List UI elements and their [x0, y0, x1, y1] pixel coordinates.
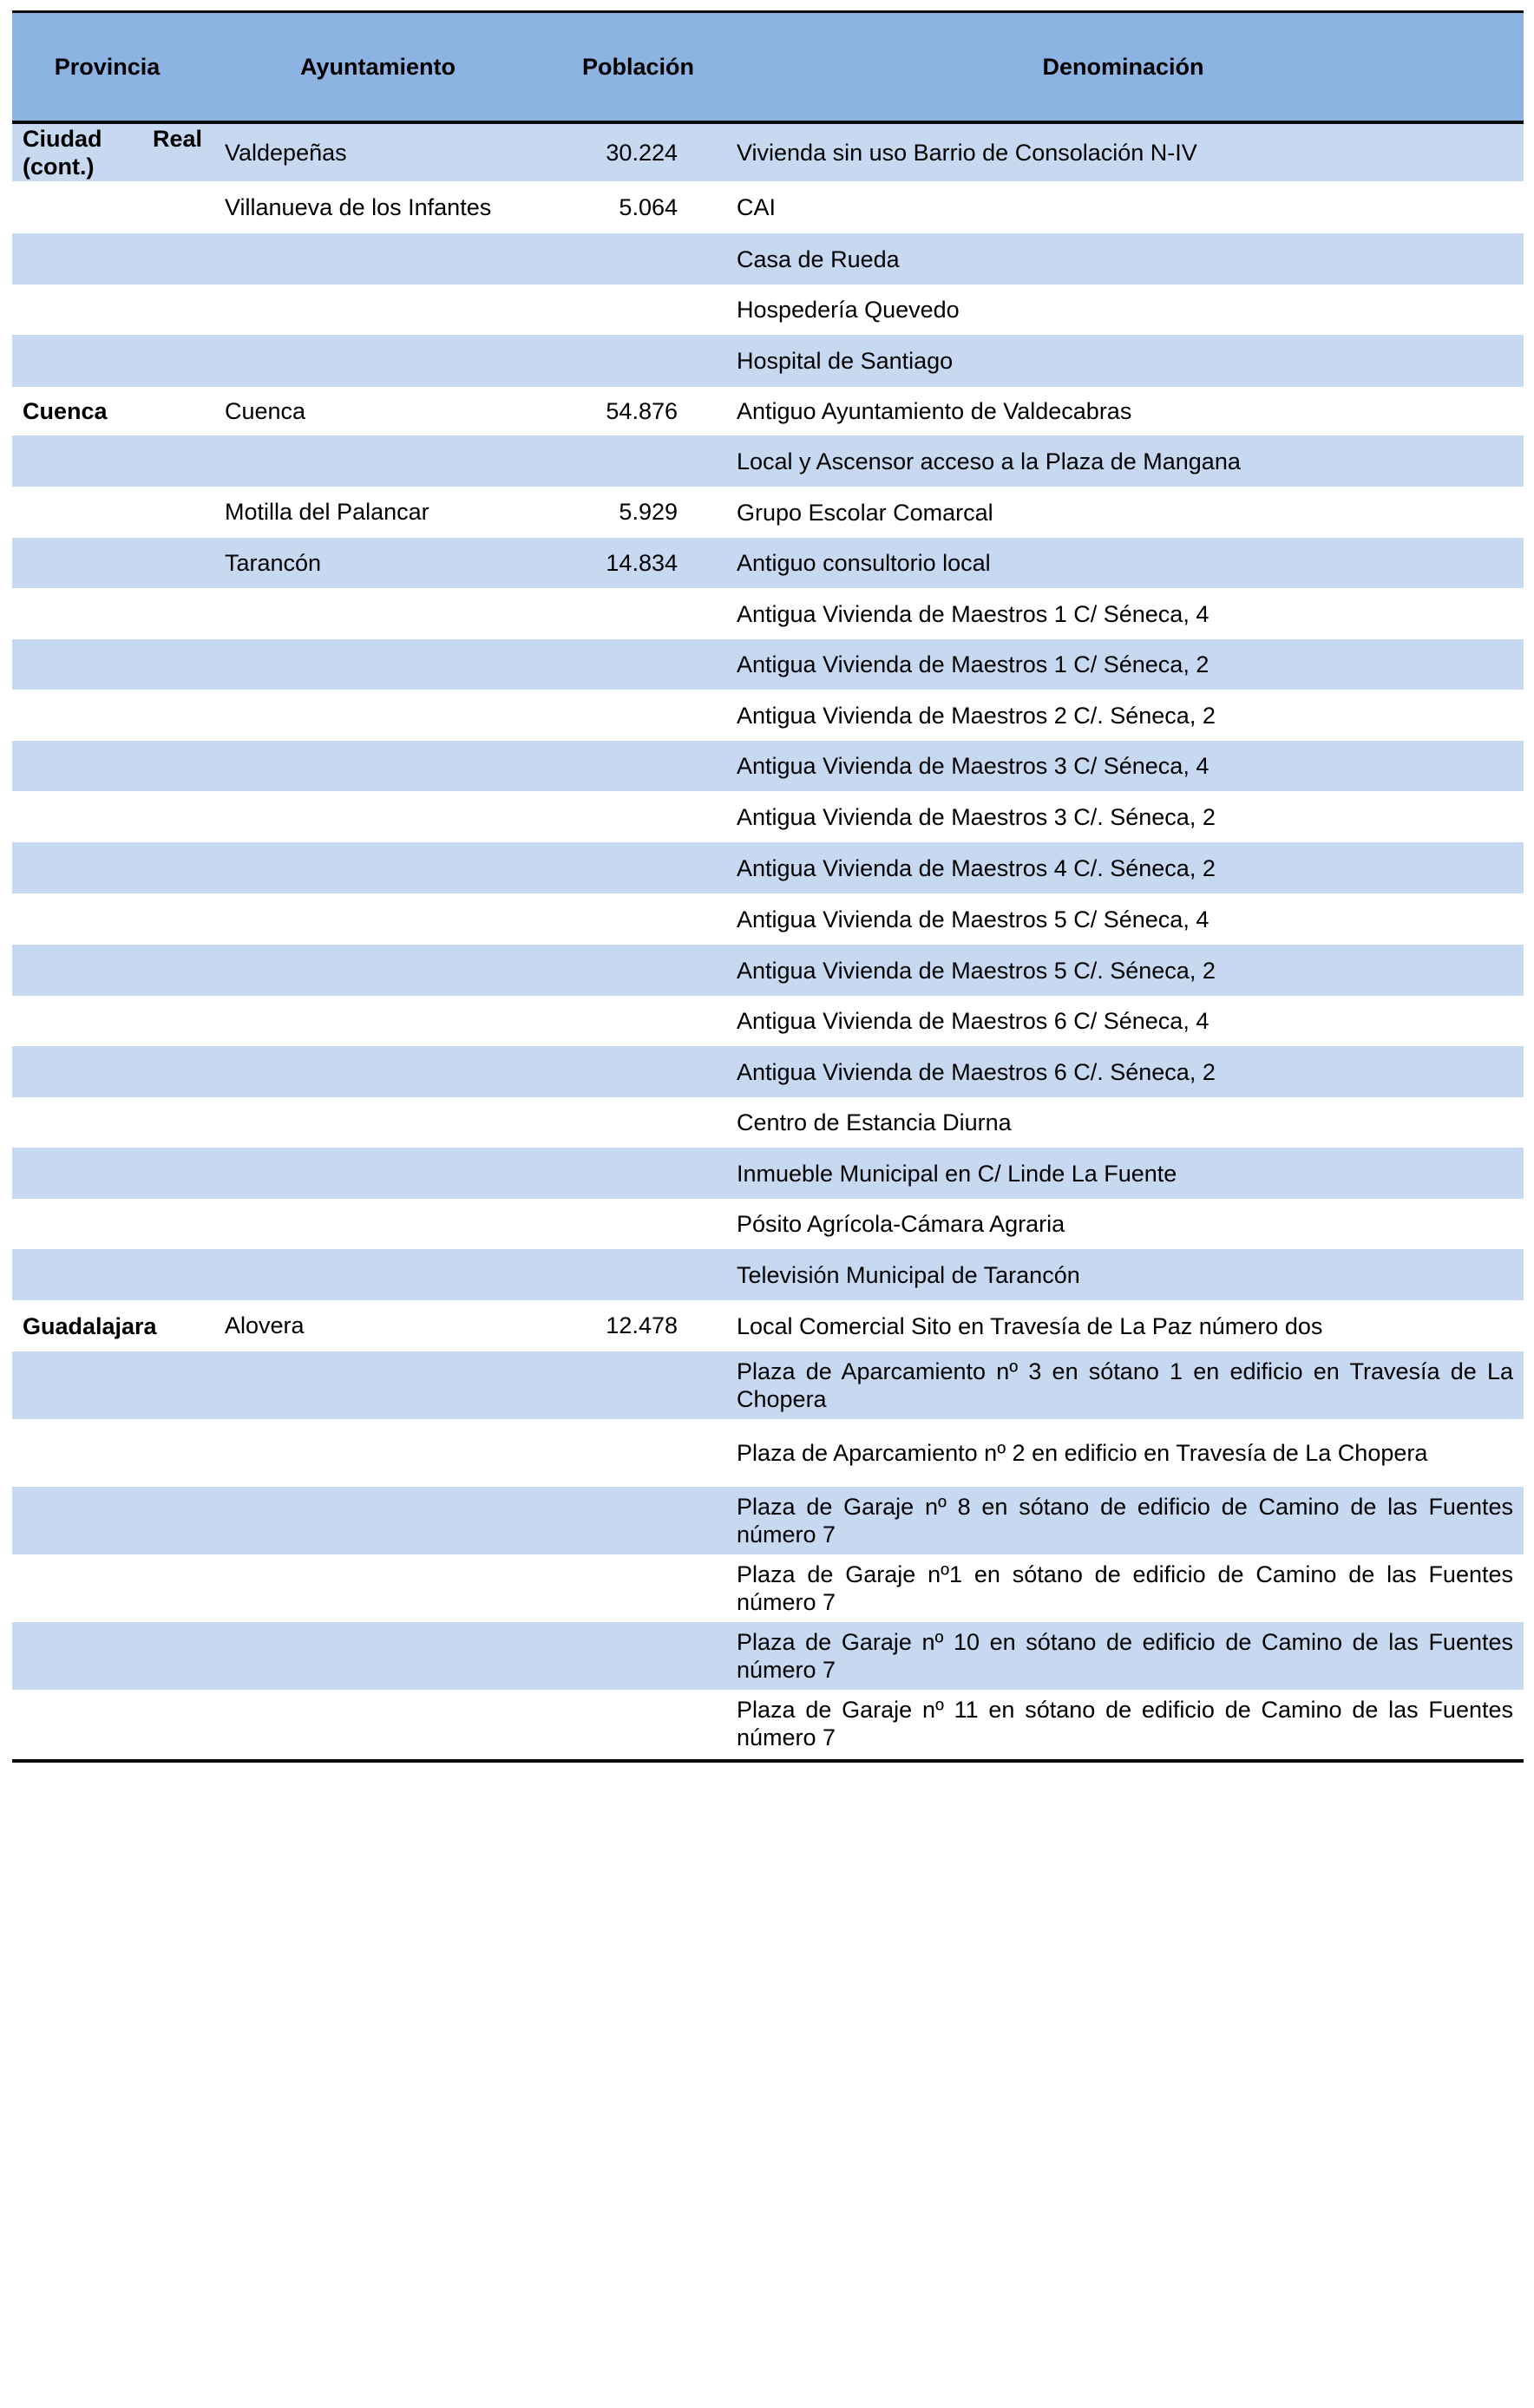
cell-poblacion-text: 54.876	[606, 397, 678, 424]
cell-provincia-text: Ciudad Real (cont.)	[23, 126, 202, 180]
cell-denominacion-text: Antigua Vivienda de Maestros 1 C/ Séneca, 4	[737, 600, 1210, 627]
cell-poblacion	[554, 1419, 723, 1487]
cell-denominacion-text: Centro de Estancia Diurna	[737, 1109, 1012, 1135]
cell-denominacion-text: Plaza de Garaje nº 11 en sótano de edificio de Camino de las Fuentes número 7	[737, 1697, 1513, 1750]
cell-denominacion	[723, 1300, 1524, 1351]
cell-ayuntamiento	[202, 1554, 554, 1622]
table-row	[12, 741, 1524, 791]
cell-provincia	[12, 690, 202, 741]
cell-ayuntamiento	[202, 285, 554, 335]
cell-denominacion	[723, 1199, 1524, 1249]
cell-denominacion	[723, 233, 1524, 285]
cell-denominacion	[723, 1690, 1524, 1757]
table-row	[12, 893, 1524, 945]
table-row	[12, 1046, 1524, 1097]
cell-ayuntamiento	[202, 538, 554, 588]
cell-provincia	[12, 945, 202, 996]
cell-denominacion-text: Televisión Municipal de Tarancón	[737, 1261, 1080, 1288]
table-row	[12, 1097, 1524, 1148]
cell-poblacion	[554, 1046, 723, 1097]
table-bottom-rule	[12, 1759, 1524, 1763]
cell-poblacion	[554, 538, 723, 588]
cell-ayuntamiento	[202, 1097, 554, 1148]
cell-denominacion	[723, 996, 1524, 1046]
cell-poblacion	[554, 181, 723, 233]
cell-ayuntamiento	[202, 639, 554, 690]
cell-poblacion	[554, 893, 723, 945]
cell-ayuntamiento-text: Motilla del Palancar	[225, 499, 429, 525]
cell-poblacion	[554, 1554, 723, 1622]
table-row	[12, 1487, 1524, 1554]
cell-poblacion	[554, 1199, 723, 1249]
cell-denominacion	[723, 741, 1524, 791]
table-row	[12, 1249, 1524, 1300]
header-denominacion: Denominación	[1042, 54, 1204, 80]
table-body	[12, 124, 1524, 1757]
cell-denominacion	[723, 1622, 1524, 1690]
cell-denominacion	[723, 1148, 1524, 1199]
cell-denominacion	[723, 791, 1524, 842]
cell-denominacion	[723, 1097, 1524, 1148]
cell-poblacion	[554, 1487, 723, 1554]
cell-denominacion	[723, 1046, 1524, 1097]
cell-ayuntamiento	[202, 335, 554, 387]
cell-provincia	[12, 1419, 202, 1487]
cell-poblacion	[554, 335, 723, 387]
table-row	[12, 233, 1524, 285]
table-row	[12, 1690, 1524, 1757]
cell-ayuntamiento	[202, 741, 554, 791]
cell-provincia	[12, 996, 202, 1046]
cell-provincia	[12, 538, 202, 588]
cell-denominacion-text: Hospedería Quevedo	[737, 297, 960, 323]
cell-provincia-text: Cuenca	[23, 398, 108, 424]
cell-provincia	[12, 1351, 202, 1419]
header-ayuntamiento: Ayuntamiento	[299, 54, 456, 80]
cell-provincia	[12, 1249, 202, 1300]
table-row	[12, 1419, 1524, 1487]
cell-ayuntamiento	[202, 1419, 554, 1487]
cell-denominacion-text: Antigua Vivienda de Maestros 1 C/ Séneca, 2	[737, 651, 1210, 677]
cell-poblacion	[554, 124, 723, 181]
cell-poblacion	[554, 996, 723, 1046]
table-row	[12, 124, 1524, 181]
cell-denominacion	[723, 285, 1524, 335]
table-row	[12, 1148, 1524, 1199]
cell-ayuntamiento	[202, 487, 554, 538]
cell-provincia	[12, 791, 202, 842]
cell-denominacion	[723, 387, 1524, 435]
cell-provincia	[12, 1300, 202, 1351]
cell-ayuntamiento-text: Villanueva de los Infantes	[225, 193, 492, 220]
cell-provincia	[12, 181, 202, 233]
cell-provincia	[12, 285, 202, 335]
cell-poblacion	[554, 387, 723, 435]
cell-provincia	[12, 741, 202, 791]
cell-provincia	[12, 435, 202, 487]
cell-poblacion	[554, 945, 723, 996]
cell-poblacion	[554, 588, 723, 639]
cell-provincia	[12, 1554, 202, 1622]
table-row	[12, 1199, 1524, 1249]
cell-provincia	[12, 588, 202, 639]
cell-ayuntamiento	[202, 181, 554, 233]
cell-denominacion	[723, 487, 1524, 538]
cell-provincia	[12, 639, 202, 690]
cell-ayuntamiento-text: Tarancón	[225, 549, 322, 576]
cell-ayuntamiento	[202, 1487, 554, 1554]
cell-ayuntamiento	[202, 124, 554, 181]
cell-provincia	[12, 487, 202, 538]
cell-denominacion-text: Pósito Agrícola-Cámara Agraria	[737, 1211, 1065, 1237]
cell-poblacion-text: 12.478	[606, 1312, 678, 1338]
cell-provincia	[12, 1487, 202, 1554]
table-row	[12, 487, 1524, 538]
cell-ayuntamiento	[202, 1249, 554, 1300]
cell-denominacion-text: Antigua Vivienda de Maestros 6 C/ Séneca, 4	[737, 1008, 1210, 1034]
cell-denominacion	[723, 1487, 1524, 1554]
cell-poblacion	[554, 842, 723, 893]
cell-poblacion-text: 14.834	[606, 549, 678, 576]
cell-poblacion	[554, 233, 723, 285]
cell-denominacion	[723, 690, 1524, 741]
table-header	[12, 10, 1524, 124]
cell-ayuntamiento	[202, 1351, 554, 1419]
cell-denominacion-text: Plaza de Garaje nº 10 en sótano de edificio de Camino de las Fuentes número 7	[737, 1629, 1513, 1683]
cell-poblacion-text: 5.064	[619, 193, 678, 220]
cell-denominacion	[723, 1249, 1524, 1300]
cell-provincia	[12, 1148, 202, 1199]
cell-provincia	[12, 1199, 202, 1249]
cell-provincia	[12, 1622, 202, 1690]
cell-provincia-text: Guadalajara	[23, 1312, 157, 1339]
cell-denominacion	[723, 1554, 1524, 1622]
cell-denominacion	[723, 124, 1524, 181]
header-poblacion: Población	[581, 54, 694, 80]
cell-ayuntamiento	[202, 435, 554, 487]
cell-denominacion-text: Antigua Vivienda de Maestros 2 C/. Séneca, 2	[737, 702, 1216, 729]
header-provincia: Provincia	[54, 54, 161, 80]
cell-ayuntamiento-text: Cuenca	[225, 397, 306, 424]
cell-provincia	[12, 893, 202, 945]
cell-denominacion-text: Antiguo consultorio local	[737, 550, 991, 576]
cell-ayuntamiento	[202, 233, 554, 285]
cell-ayuntamiento-text: Alovera	[225, 1312, 305, 1338]
cell-poblacion	[554, 690, 723, 741]
cell-denominacion	[723, 588, 1524, 639]
cell-denominacion-text: Plaza de Garaje nº 8 en sótano de edificio de Camino de las Fuentes número 7	[737, 1494, 1513, 1548]
table-row	[12, 538, 1524, 588]
cell-provincia	[12, 1046, 202, 1097]
table-row	[12, 842, 1524, 893]
cell-denominacion-text: Antigua Vivienda de Maestros 5 C/ Séneca, 4	[737, 906, 1210, 932]
cell-ayuntamiento	[202, 1622, 554, 1690]
cell-poblacion	[554, 1690, 723, 1757]
cell-ayuntamiento	[202, 1690, 554, 1757]
table-row	[12, 588, 1524, 639]
cell-ayuntamiento	[202, 1148, 554, 1199]
cell-denominacion-text: Antigua Vivienda de Maestros 6 C/. Séneca, 2	[737, 1058, 1216, 1085]
cell-poblacion	[554, 791, 723, 842]
cell-poblacion-text: 30.224	[606, 139, 678, 166]
cell-denominacion	[723, 1419, 1524, 1487]
cell-poblacion	[554, 1097, 723, 1148]
cell-denominacion	[723, 945, 1524, 996]
cell-denominacion-text: Plaza de Aparcamiento nº 3 en sótano 1 en edificio en Travesía de La Chopera	[737, 1358, 1513, 1412]
cell-provincia	[12, 124, 202, 181]
cell-poblacion	[554, 1622, 723, 1690]
cell-ayuntamiento	[202, 1046, 554, 1097]
table-row	[12, 1622, 1524, 1690]
table-row	[12, 791, 1524, 842]
cell-poblacion	[554, 435, 723, 487]
table-row	[12, 335, 1524, 387]
cell-denominacion-text: Antigua Vivienda de Maestros 5 C/. Séneca, 2	[737, 957, 1216, 984]
cell-denominacion	[723, 639, 1524, 690]
cell-poblacion	[554, 1249, 723, 1300]
table-row	[12, 1351, 1524, 1419]
cell-ayuntamiento	[202, 690, 554, 741]
cell-poblacion-text: 5.929	[619, 499, 678, 525]
cell-ayuntamiento	[202, 945, 554, 996]
cell-poblacion	[554, 1148, 723, 1199]
cell-ayuntamiento-text: Valdepeñas	[225, 139, 347, 166]
table-row	[12, 996, 1524, 1046]
cell-denominacion-text: CAI	[737, 194, 777, 220]
cell-ayuntamiento	[202, 996, 554, 1046]
table-row	[12, 285, 1524, 335]
cell-poblacion	[554, 487, 723, 538]
cell-poblacion	[554, 741, 723, 791]
table-row	[12, 639, 1524, 690]
cell-denominacion-text: Antigua Vivienda de Maestros 4 C/. Séneca, 2	[737, 854, 1216, 881]
cell-denominacion-text: Local y Ascensor acceso a la Plaza de Mangana	[737, 448, 1241, 474]
cell-provincia	[12, 387, 202, 435]
cell-ayuntamiento	[202, 588, 554, 639]
cell-provincia	[12, 842, 202, 893]
cell-provincia	[12, 1690, 202, 1757]
cell-provincia	[12, 1097, 202, 1148]
cell-denominacion-text: Inmueble Municipal en C/ Linde La Fuente	[737, 1160, 1177, 1187]
cell-denominacion-text: Plaza de Garaje nº1 en sótano de edificio de Camino de las Fuentes número 7	[737, 1561, 1513, 1615]
cell-denominacion	[723, 435, 1524, 487]
table-row	[12, 690, 1524, 741]
cell-poblacion	[554, 1300, 723, 1351]
cell-ayuntamiento	[202, 387, 554, 435]
cell-poblacion	[554, 639, 723, 690]
cell-denominacion	[723, 335, 1524, 387]
cell-denominacion	[723, 181, 1524, 233]
cell-denominacion-text: Vivienda sin uso Barrio de Consolación N-IV	[737, 140, 1197, 166]
cell-ayuntamiento	[202, 893, 554, 945]
cell-denominacion-text: Grupo Escolar Comarcal	[737, 499, 993, 526]
cell-denominacion-text: Antiguo Ayuntamiento de Valdecabras	[737, 398, 1132, 424]
table-row	[12, 181, 1524, 233]
cell-poblacion	[554, 1351, 723, 1419]
cell-denominacion	[723, 1351, 1524, 1419]
cell-provincia	[12, 233, 202, 285]
cell-ayuntamiento	[202, 1199, 554, 1249]
cell-denominacion-text: Casa de Rueda	[737, 245, 900, 272]
cell-denominacion-text: Hospital de Santiago	[737, 348, 954, 374]
table-row	[12, 945, 1524, 996]
cell-poblacion	[554, 285, 723, 335]
cell-ayuntamiento	[202, 791, 554, 842]
table-row	[12, 435, 1524, 487]
cell-denominacion	[723, 538, 1524, 588]
table-row	[12, 1300, 1524, 1351]
cell-provincia	[12, 335, 202, 387]
table-row	[12, 387, 1524, 435]
cell-denominacion	[723, 893, 1524, 945]
cell-denominacion-text: Antigua Vivienda de Maestros 3 C/ Séneca, 4	[737, 753, 1210, 779]
cell-denominacion	[723, 842, 1524, 893]
cell-ayuntamiento	[202, 1300, 554, 1351]
table-row	[12, 1554, 1524, 1622]
cell-denominacion-text: Antigua Vivienda de Maestros 3 C/. Séneca, 2	[737, 803, 1216, 830]
cell-denominacion-text: Plaza de Aparcamiento nº 2 en edificio en Travesía de La Chopera	[737, 1440, 1428, 1466]
cell-denominacion-text: Local Comercial Sito en Travesía de La Paz número dos	[737, 1312, 1323, 1339]
data-table	[12, 10, 1524, 1757]
cell-ayuntamiento	[202, 842, 554, 893]
